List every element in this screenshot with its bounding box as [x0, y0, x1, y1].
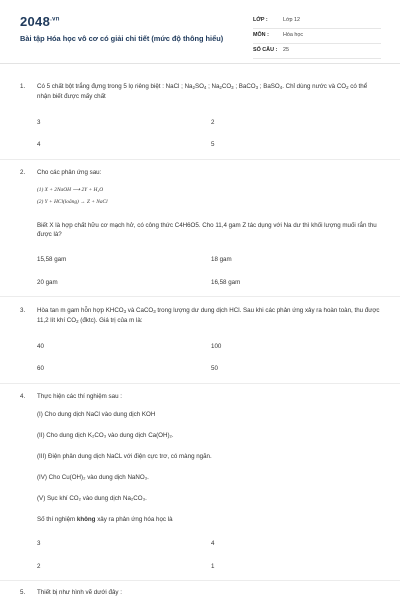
meta-class: LỚP : Lớp 12: [253, 14, 381, 29]
reaction-formula-2: (2) Y + HCl(loãng) → Z + NaCl: [37, 199, 108, 205]
option-c[interactable]: 2: [37, 563, 41, 570]
header-divider: [0, 63, 400, 64]
option-a[interactable]: 15,58 gam: [37, 256, 67, 263]
document-title: Bài tập Hóa học vô cơ có giải chi tiết (mức độ thông hiểu): [20, 34, 224, 43]
document-meta: [253, 14, 381, 59]
option-d[interactable]: 1: [211, 563, 215, 570]
reaction-formula-1: (1) X + 2NaOH ⟶ 2Y + H₂O: [37, 187, 104, 193]
experiment-2: (II) Cho dung dịch K₂CO₃ vào dung dịch Ca(OH)₂.: [37, 432, 174, 439]
experiment-1: (I) Cho dung dịch NaCl vào dung dịch KOH: [37, 411, 156, 418]
question-text: Hòa tan m gam hỗn hợp $KHCO_3$ và CaCO$_3$ trong lượng dư dung dịch HCl. Sau khi các phản ứng xảy ra hoàn toàn, thu được 11,2 lít khí $CO_2$ (đktc). Giá trị của m là:: [37, 307, 380, 324]
option-b[interactable]: 2: [211, 119, 215, 126]
question-4-prompt: Số thí nghiệm không xảy ra phản ứng hóa học là: [37, 516, 173, 523]
site-logo[interactable]: $2048^{.vn}$: [20, 14, 60, 29]
option-c[interactable]: 20 gam: [37, 279, 58, 286]
option-a[interactable]: 40: [37, 343, 44, 350]
option-a[interactable]: 3: [37, 119, 41, 126]
experiment-3: (III) Điện phân dung dịch NaCL với điện cực trơ, có màng ngăn.: [37, 453, 212, 460]
option-b[interactable]: 100: [211, 343, 222, 350]
question-divider: [0, 296, 400, 297]
option-b[interactable]: 4: [211, 540, 215, 547]
option-a[interactable]: 3: [37, 540, 41, 547]
question-divider: [0, 580, 400, 581]
option-c[interactable]: 60: [37, 365, 44, 372]
meta-question-count: SỐ CÂU : 25: [253, 44, 381, 59]
question-divider: [0, 383, 400, 384]
question-text: Có 5 chất bột trắng đựng trong 5 lọ riêng biệt : NaCl ; $Na_2SO_4$ ; $Na_2CO_3$ ; BaCO$_3$ ; BaSO$_4$. Chỉ dùng nước và $CO_2$ có thể nhận biết được mấy chất: [37, 83, 368, 100]
experiment-5: (V) Sục khí CO₂ vào dung dịch Na₂CO₃.: [37, 495, 147, 502]
meta-subject: MÔN : Hóa học: [253, 29, 381, 44]
option-d[interactable]: 16,58 gam: [211, 279, 241, 286]
page-header: [0, 0, 400, 62]
option-d[interactable]: 50: [211, 365, 218, 372]
option-b[interactable]: 18 gam: [211, 256, 232, 263]
experiment-4: (IV) Cho Cu(OH)₂ vào dung dịch NaNO₃.: [37, 474, 149, 481]
question-divider: [0, 159, 400, 160]
option-d[interactable]: 5: [211, 141, 215, 148]
option-c[interactable]: 4: [37, 141, 41, 148]
